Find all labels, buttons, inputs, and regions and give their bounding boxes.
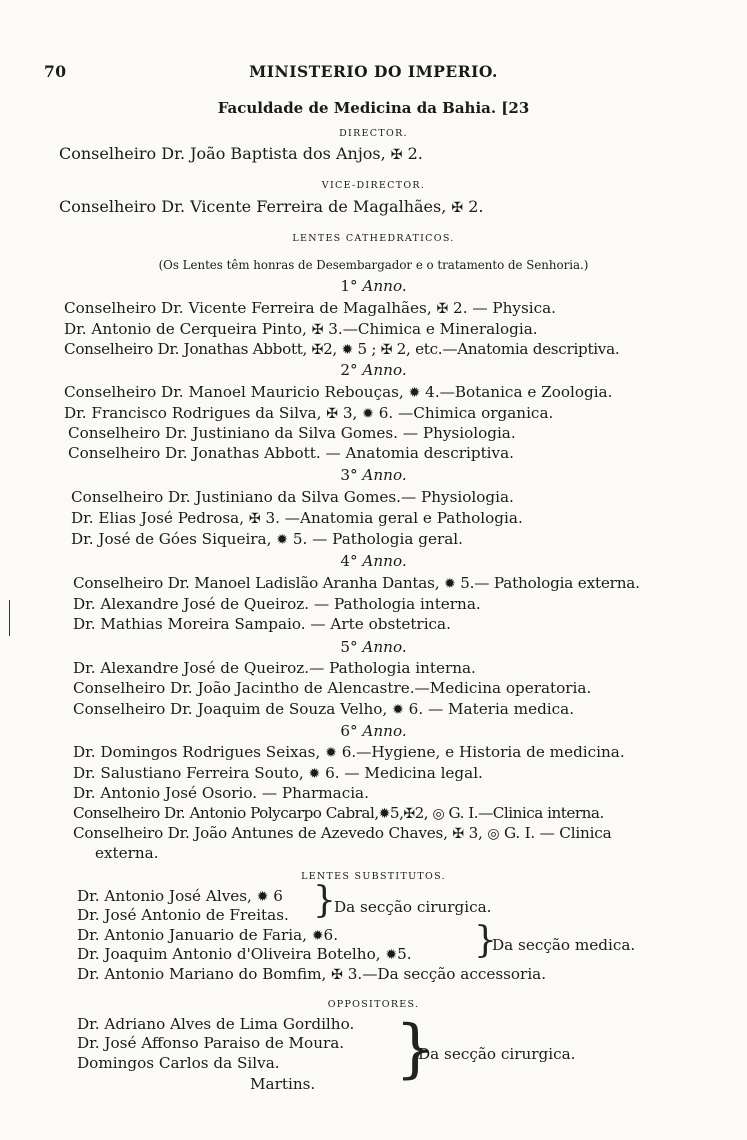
oppositor-2: Dr. José Affonso Paraiso de Moura. (77, 1034, 345, 1052)
rosette-icon: ✹ (378, 806, 390, 822)
rosette-icon: ✹ (362, 406, 374, 422)
ano3-line-3: Dr. José de Góes Siqueira, ✹ 5. — Pathologia geral. (71, 530, 463, 548)
rosette-icon: ✹ (256, 889, 269, 905)
oppositor-3: Domingos Carlos da Silva. (77, 1054, 280, 1072)
cross-icon: ✠ (403, 806, 415, 822)
ano6-line-1: Dr. Domingos Rodrigues Seixas, ✹ 6.—Hygiene, e Historia de medicina. (73, 743, 625, 761)
vice-director-line: Conselheiro Dr. Vicente Ferreira de Magalhães, ✠ 2. (59, 197, 484, 216)
substitutos-group-1: Da secção cirurgica. (334, 898, 492, 916)
rosette-icon: ✹ (444, 576, 456, 592)
ano6-line-6: externa. (95, 844, 159, 862)
substituto-3: Dr. Antonio Januario de Faria, ✹6. (77, 926, 339, 944)
ano1-line-3: Conselheiro Dr. Jonathas Abbott, ✠2, ✹ 5 ; ✠ 2, etc.—Anatomia descriptiva. (64, 340, 620, 358)
cross-icon: ✠ (436, 301, 449, 317)
cross-icon: ✠ (390, 147, 403, 163)
cross-icon: ✠ (452, 826, 464, 842)
ring-icon: ◎ (432, 806, 445, 822)
substitutos-group-2: Da secção medica. (492, 936, 636, 954)
running-head: MINISTERIO DO IMPERIO. (249, 62, 498, 81)
ring-icon: ◎ (487, 826, 500, 842)
year-6-heading: 6° Anno. (340, 722, 407, 740)
cross-icon: ✠ (331, 967, 343, 983)
ano5-line-1: Dr. Alexandre José de Queiroz.— Pathologia interna. (73, 659, 476, 677)
oppositor-1: Dr. Adriano Alves de Lima Gordilho. (77, 1015, 355, 1033)
brace: } (474, 920, 497, 961)
rosette-icon: ✹ (385, 947, 398, 963)
year-5-heading: 5° Anno. (340, 638, 407, 656)
lentes-heading: LENTES CATHEDRATICOS. (292, 233, 455, 244)
rosette-icon: ✹ (308, 766, 321, 782)
year-2-heading: 2° Anno. (340, 361, 407, 379)
oppositores-group: Da secção cirurgica. (418, 1045, 576, 1063)
margin-mark (9, 600, 10, 636)
section-title: Faculdade de Medicina da Bahia. [23 (217, 99, 530, 117)
brace: } (313, 880, 336, 921)
ano3-line-2: Dr. Elias José Pedrosa, ✠ 3. —Anatomia geral e Pathologia. (71, 509, 523, 527)
ano6-line-5: Conselheiro Dr. João Antunes de Azevedo Chaves, ✠ 3, ◎ G. I. — Clinica (73, 824, 612, 842)
rosette-icon: ✹ (408, 385, 421, 401)
cross-icon: ✠ (311, 342, 324, 358)
ano6-line-2: Dr. Salustiano Ferreira Souto, ✹ 6. — Medicina legal. (73, 764, 483, 782)
cross-icon: ✠ (248, 511, 261, 527)
ano2-line-4: Conselheiro Dr. Jonathas Abbott. — Anatomia descriptiva. (68, 444, 514, 462)
ano6-line-3: Dr. Antonio José Osorio. — Pharmacia. (73, 784, 369, 802)
ano4-line-3: Dr. Mathias Moreira Sampaio. — Arte obstetrica. (73, 615, 451, 633)
ano4-line-1: Conselheiro Dr. Manoel Ladislão Aranha Dantas, ✹ 5.— Pathologia externa. (73, 574, 640, 592)
lentes-note: (Os Lentes têm honras de Desembargador e o tratamento de Senhoria.) (158, 258, 589, 272)
rosette-icon: ✹ (311, 928, 324, 944)
ano5-line-3: Conselheiro Dr. Joaquim de Souza Velho, ✹ 6. — Materia medica. (73, 700, 575, 718)
cross-icon: ✠ (380, 342, 393, 358)
ano2-line-2: Dr. Francisco Rodrigues da Silva, ✠ 3, ✹ 6. —Chimica organica. (64, 404, 554, 422)
ano5-line-2: Conselheiro Dr. João Jacintho de Alencastre.—Medicina operatoria. (73, 679, 592, 697)
year-4-heading: 4° Anno. (340, 552, 407, 570)
page-number: 70 (44, 62, 67, 81)
oppositores-heading: OPPOSITORES. (327, 999, 420, 1010)
ano1-line-2: Dr. Antonio de Cerqueira Pinto, ✠ 3.—Chimica e Mineralogia. (64, 320, 538, 338)
substituto-1: Dr. Antonio José Alves, ✹ 6 (77, 887, 283, 905)
ano2-line-3: Conselheiro Dr. Justiniano da Silva Gomes. — Physiologia. (68, 424, 516, 442)
ano2-line-1: Conselheiro Dr. Manoel Mauricio Rebouças, ✹ 4.—Botanica e Zoologia. (64, 383, 613, 401)
ano3-line-1: Conselheiro Dr. Justiniano da Silva Gomes.— Physiologia. (71, 488, 514, 506)
cross-icon: ✠ (451, 200, 464, 216)
director-heading: DIRECTOR. (339, 128, 408, 139)
substituto-4: Dr. Joaquim Antonio d'Oliveira Botelho, ✹5. (77, 945, 412, 963)
substituto-2: Dr. José Antonio de Freitas. (77, 906, 289, 924)
substituto-5: Dr. Antonio Mariano do Bomfim, ✠ 3.—Da secção accessoria. (77, 965, 547, 983)
ano1-line-1: Conselheiro Dr. Vicente Ferreira de Magalhães, ✠ 2. — Physica. (64, 299, 557, 317)
cross-icon: ✠ (326, 406, 338, 422)
year-1-heading: 1° Anno. (340, 277, 407, 295)
rosette-icon: ✹ (325, 745, 337, 761)
substitutos-heading: LENTES SUBSTITUTOS. (301, 871, 446, 882)
oppositor-4: Martins. (250, 1075, 316, 1093)
brace: } (395, 1012, 436, 1086)
ano6-line-4: Conselheiro Dr. Antonio Polycarpo Cabral,✹5,✠2, ◎ G. I.—Clinica interna. (73, 804, 604, 822)
cross-icon: ✠ (311, 322, 324, 338)
rosette-icon: ✹ (341, 342, 353, 358)
year-3-heading: 3° Anno. (340, 466, 407, 484)
rosette-icon: ✹ (276, 532, 289, 548)
director-line: Conselheiro Dr. João Baptista dos Anjos, ✠ 2. (59, 144, 423, 163)
rosette-icon: ✹ (392, 702, 404, 718)
ano4-line-2: Dr. Alexandre José de Queiroz. — Pathologia interna. (73, 595, 481, 613)
vice-director-heading: VICE-DIRECTOR. (321, 180, 426, 191)
